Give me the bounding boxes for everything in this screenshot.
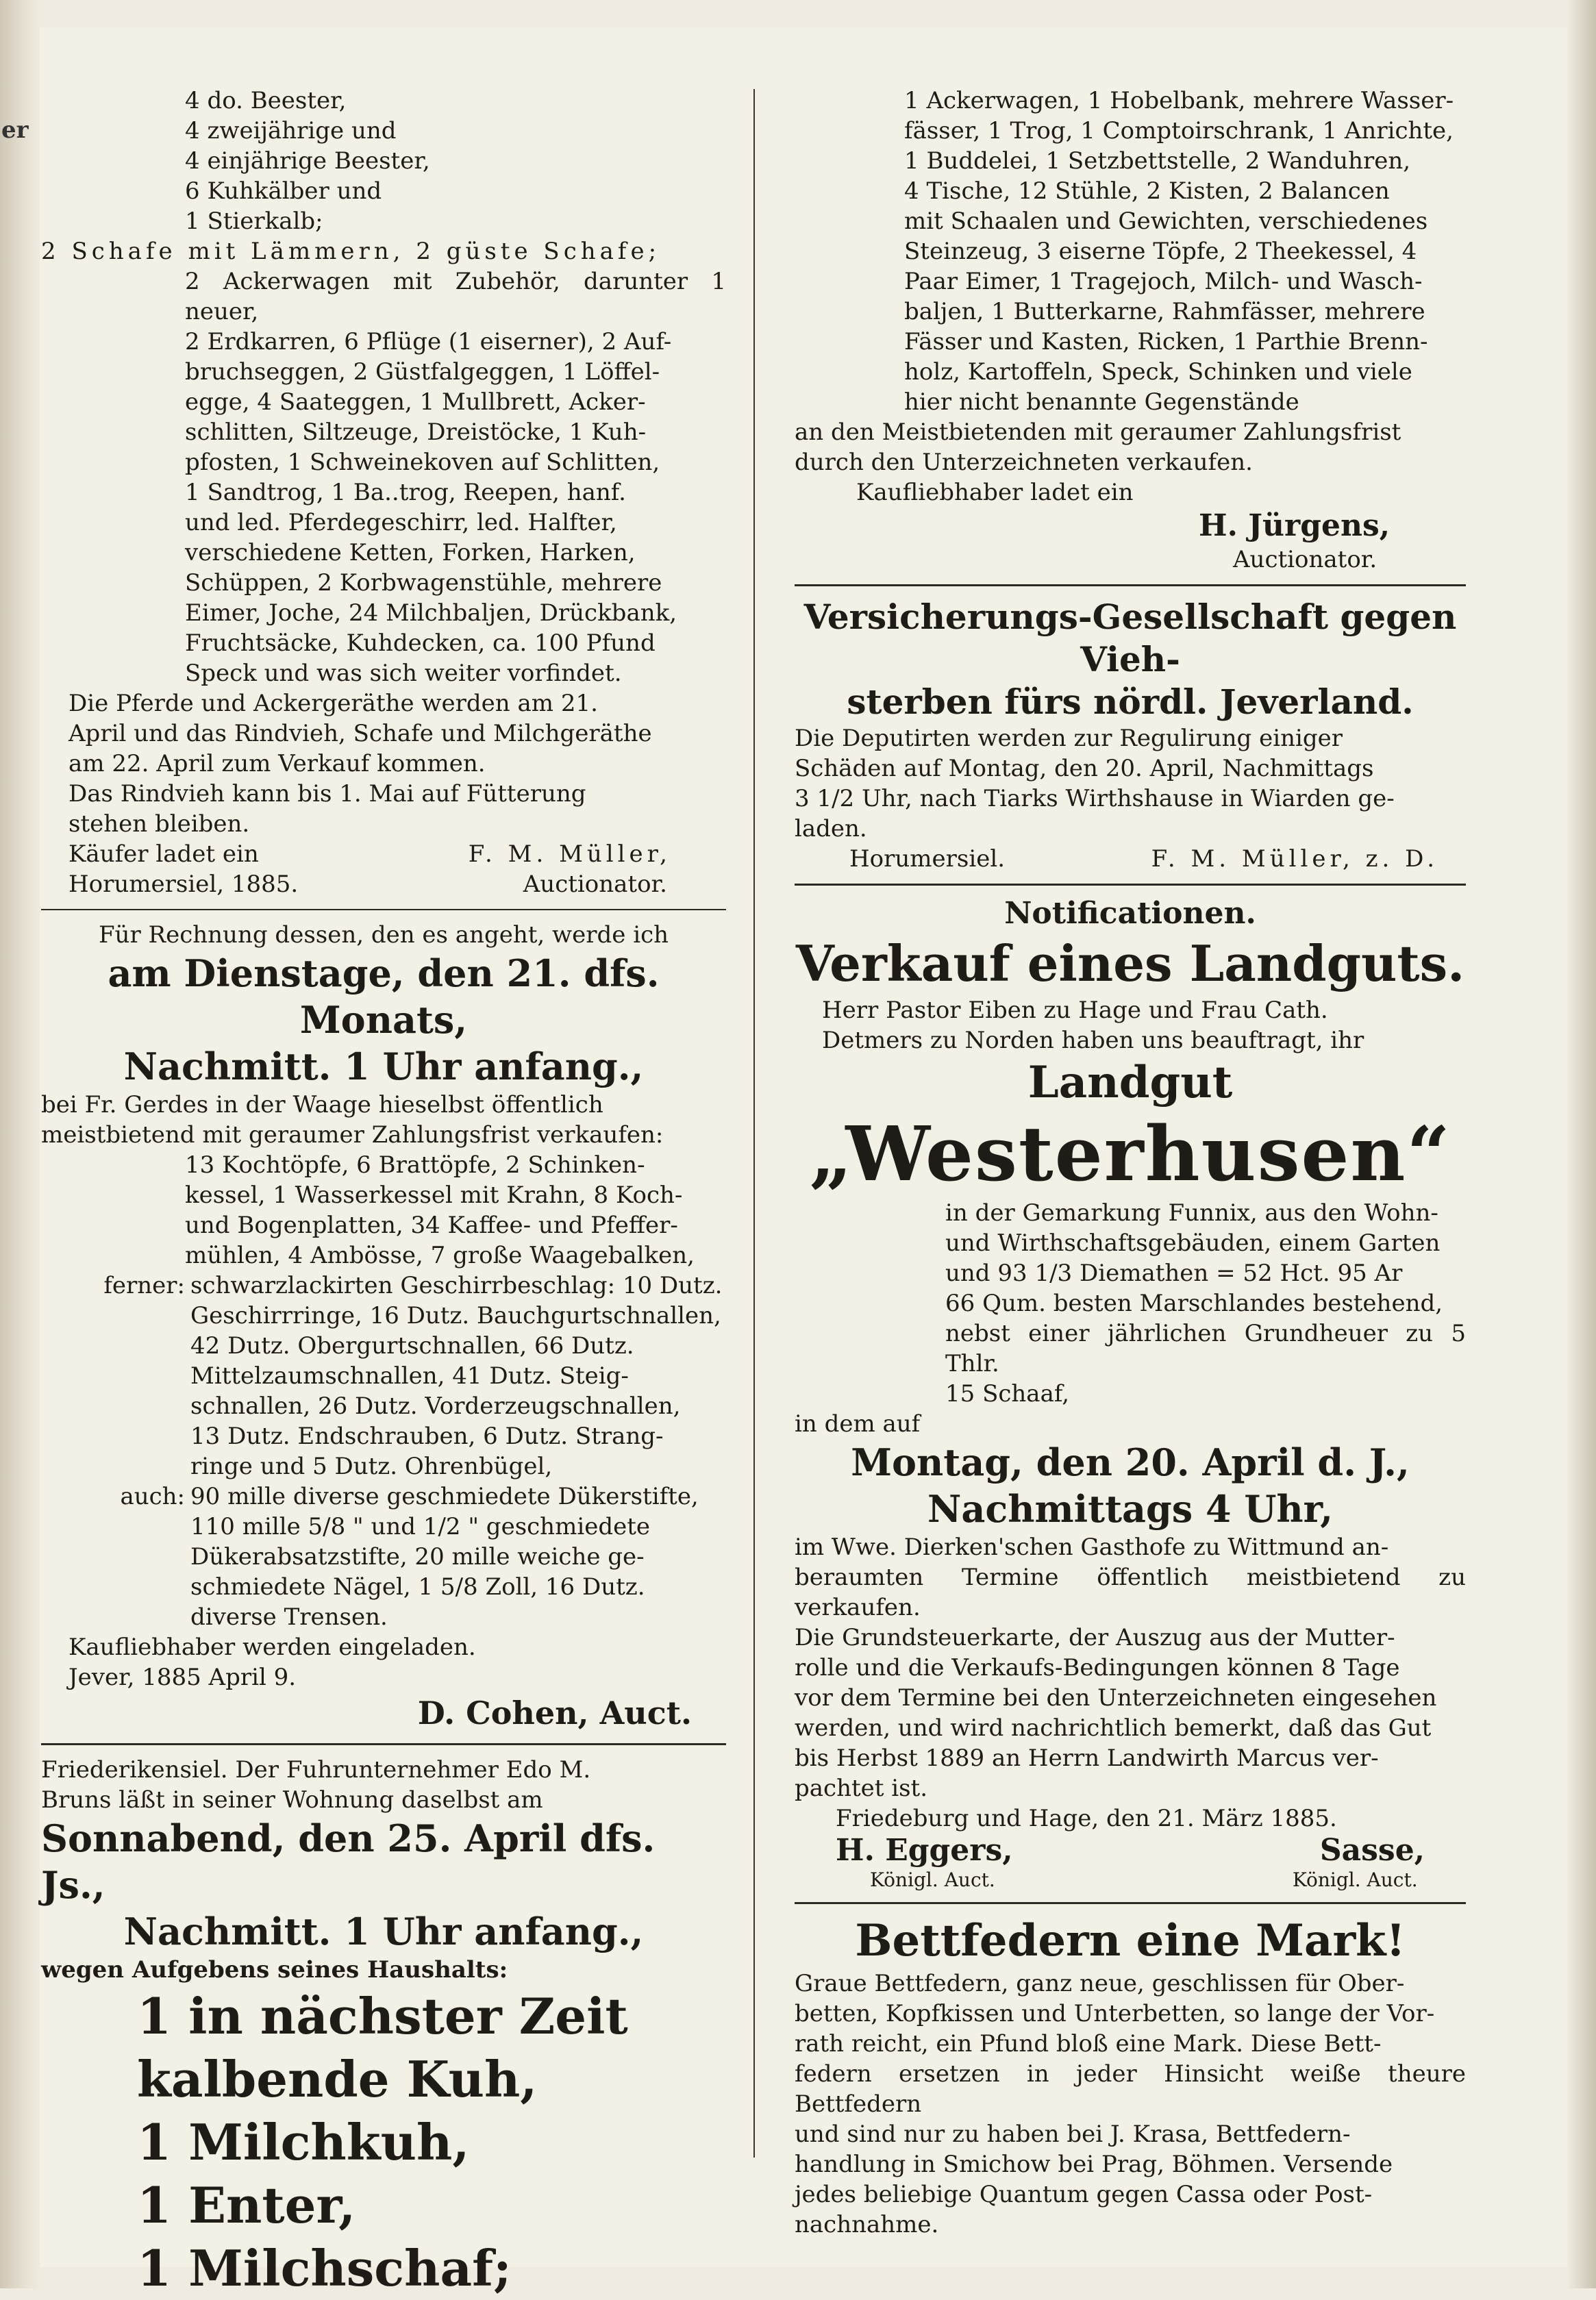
text-line: schnallen, 26 Dutz. Vorderzeugschnallen, — [190, 1392, 681, 1420]
text-line: 1 Stierkalb; — [185, 208, 323, 235]
text-line: 1 Buddelei, 1 Setzbettstelle, 2 Wanduhren, — [904, 147, 1411, 175]
text-line: Detmers zu Norden haben uns beauftragt, ihr — [822, 1027, 1364, 1054]
text-line: 6 Kuhkälber und — [185, 177, 382, 205]
text-line: mühlen, 4 Ambösse, 7 große Waagebalken, — [185, 1242, 695, 1269]
text-line: Bruns läßt in seiner Wohnung daselbst am — [41, 1786, 543, 1814]
cohen-items-a — [41, 1150, 726, 1271]
text-line: sterben fürs nördl. Jeverland. — [847, 682, 1414, 722]
text-line: bruchseggen, 2 Güstfalgeggen, 1 Löffel- — [185, 358, 660, 386]
text-line: rolle und die Verkaufs-Bedingungen können 8 Tage — [795, 1654, 1400, 1682]
estate-place — [795, 1532, 1466, 1623]
text-line: verschiedene Ketten, Forken, Harken, — [185, 539, 636, 566]
cohen-items-b — [190, 1271, 726, 1482]
text-line: und Wirthschaftsgebäuden, einem Garten — [945, 1229, 1441, 1257]
section-rule — [41, 909, 726, 910]
text-line: meistbietend mit geraumer Zahlungsfrist verkaufen: — [41, 1121, 664, 1149]
place-date: Horumersiel, 1885. — [68, 871, 299, 898]
text-line: Friederikensiel. Der Fuhrunternehmer Edo M. — [41, 1756, 591, 1784]
page-right-edge — [1567, 0, 1596, 2288]
feed-note — [41, 779, 726, 839]
column-divider — [753, 89, 755, 2158]
text-line: Speck und was sich weiter vorfindet. — [185, 660, 622, 687]
section-rule — [795, 1902, 1466, 1904]
section-rule — [795, 884, 1466, 886]
text-line: Graue Bettfedern, ganz neue, geschlissen für Ober- — [795, 1970, 1405, 1997]
text-line: hier nicht benannte Gegenstände — [904, 388, 1299, 416]
text-line: 1 Enter, — [137, 2176, 356, 2234]
left-column — [41, 86, 726, 2300]
cohen-date: am Dienstage, den 21. dfs. Monats, — [108, 951, 660, 1042]
text-line: 66 Qum. besten Marschlandes bestehend, — [945, 1290, 1443, 1317]
text-line: schlitten, Siltzeuge, Dreistöcke, 1 Kuh- — [185, 418, 647, 446]
juergens-name: H. Jürgens, — [1199, 508, 1391, 543]
text-line: an den Meistbietenden mit geraumer Zahlungsfrist — [795, 418, 1401, 446]
text-line: 42 Dutz. Obergurtschnallen, 66 Dutz. — [190, 1332, 634, 1360]
continued-end — [795, 417, 1466, 477]
neighbor-page-fragment: er — [1, 116, 29, 144]
text-line: jedes beliebige Quantum gegen Cassa oder Post- — [795, 2181, 1373, 2208]
text-line: Fruchtsäcke, Kuhdecken, ca. 100 Pfund — [185, 629, 656, 657]
cohen-place-date: Jever, 1885 April 9. — [68, 1664, 297, 1691]
sasse-role: Königl. Auct. — [1292, 1868, 1418, 1891]
text-line: Schüppen, 2 Korbwagenstühle, mehrere — [185, 569, 662, 597]
estate-name: „Westerhusen“ — [809, 1110, 1451, 1198]
text-line: April und das Rindvieh, Schafe und Milchgeräthe — [68, 720, 652, 747]
text-line: 1 Sandtrog, 1 Ba..trog, Reepen, hanf. — [185, 479, 626, 506]
auctioneer-name: F. M. Müller, — [468, 840, 671, 868]
text-line: Dükerabsatzstifte, 20 mille weiche ge- — [190, 1543, 645, 1571]
text-line: Paar Eimer, 1 Tragejoch, Milch- und Wasch- — [904, 268, 1423, 295]
sale-note — [41, 688, 726, 779]
text-line: bis Herbst 1889 an Herrn Landwirth Marcus ver- — [795, 1745, 1379, 1772]
text-line: kalbende Kuh, — [137, 2050, 538, 2108]
text-line: nebst einer jährlichen Grundheuer zu 5 Thlr. — [945, 1320, 1466, 1377]
cohen-invite: Kaufliebhaber werden eingeladen. — [68, 1634, 476, 1661]
insurance-title — [795, 596, 1466, 723]
insurance-place: Horumersiel. — [849, 845, 1006, 873]
text-line: und sind nur zu haben bei J. Krasa, Bettfedern- — [795, 2121, 1351, 2148]
inventory-list — [41, 266, 726, 688]
text-line: 90 mille diverse geschmiedete Dükerstifte, — [190, 1483, 699, 1510]
text-line: 1 Ackerwagen, 1 Hobelbank, mehrere Wasser- — [904, 87, 1454, 114]
text-line: im Wwe. Dierken'schen Gasthofe zu Wittmund an- — [795, 1534, 1389, 1561]
text-line: betten, Kopfkissen und Unterbetten, so lange der Vor- — [795, 2000, 1435, 2027]
text-line: Schäden auf Montag, den 20. April, Nachmittags — [795, 755, 1374, 782]
text-line: 15 Schaaf, — [945, 1380, 1070, 1408]
feathers-headline: Bettfedern eine Mark! — [855, 1915, 1406, 1966]
eggers-name: H. Eggers, — [836, 1833, 1013, 1868]
text-line: holz, Kartoffeln, Speck, Schinken und viele — [904, 358, 1412, 386]
cohen-intro: Für Rechnung dessen, den es angeht, werde ich — [98, 921, 669, 949]
estate-signatures — [795, 1834, 1466, 1892]
text-line: Die Pferde und Ackergeräthe werden am 21. — [68, 690, 598, 717]
cohen-auch-row — [41, 1482, 726, 1632]
text-line: pfosten, 1 Schweinekoven auf Schlitten, — [185, 449, 660, 476]
estate-headline: Verkauf eines Landguts. — [795, 934, 1465, 992]
sheep-line: 2 Schafe mit Lämmern, 2 güste Schafe; — [41, 238, 661, 265]
text-line: 3 1/2 Uhr, nach Tiarks Wirthshause in Wiarden ge- — [795, 785, 1395, 812]
text-line: pachtet ist. — [795, 1775, 928, 1802]
auch-label: auch: — [120, 1483, 185, 1510]
text-line: schmiedete Nägel, 1 5/8 Zoll, 16 Dutz. — [190, 1573, 645, 1601]
ferner-label: ferner: — [103, 1272, 185, 1299]
estate-landgut: Landgut — [1027, 1057, 1233, 1108]
text-line: 13 Dutz. Endschrauben, 6 Dutz. Strang- — [190, 1423, 664, 1450]
text-line: am 22. April zum Verkauf kommen. — [68, 750, 486, 777]
text-line: 13 Kochtöpfe, 6 Brattöpfe, 2 Schinken- — [185, 1151, 645, 1179]
insurance-body — [795, 723, 1466, 844]
text-line: 1 in nächster Zeit — [137, 1987, 628, 2045]
notifications-header: Notificationen. — [1004, 896, 1256, 931]
feathers-body — [795, 1968, 1466, 2240]
text-line: 4 einjährige Beester, — [185, 147, 430, 175]
text-line: Die Grundsteuerkarte, der Auszug aus der Mutter- — [795, 1624, 1395, 1651]
eggers-role: Königl. Auct. — [870, 1868, 995, 1891]
section-rule — [795, 584, 1466, 586]
bruns-lead — [41, 1755, 726, 1815]
text-line: stehen bleiben. — [68, 810, 250, 838]
estate-terms — [795, 1623, 1466, 1803]
text-line: 1 Milchschaf; — [137, 2239, 512, 2297]
cohen-time: Nachmitt. 1 Uhr anfang., — [123, 1045, 644, 1088]
cohen-signature: D. Cohen, Auct. — [417, 1695, 692, 1732]
text-line: vor dem Termine bei den Unterzeichneten eingesehen — [795, 1684, 1437, 1712]
text-line: nachnahme. — [795, 2211, 939, 2238]
text-line: Herr Pastor Eiben zu Hage und Frau Cath. — [822, 997, 1328, 1024]
text-line: laden. — [795, 815, 867, 842]
invite-text: Käufer ladet ein — [68, 840, 259, 868]
text-line: 2 Erdkarren, 6 Pflüge (1 eiserner), 2 Auf- — [185, 328, 672, 355]
text-line: 2 Ackerwagen mit Zubehör, darunter 1 neuer, — [185, 268, 726, 325]
text-line: Eimer, Joche, 24 Milchbaljen, Drückbank, — [185, 599, 677, 627]
estate-time: Nachmittags 4 Uhr, — [927, 1487, 1334, 1531]
text-line: Versicherungs-Gesellschaft gegen Vieh- — [803, 597, 1457, 679]
text-line: Mittelzaumschnallen, 41 Dutz. Steig- — [190, 1362, 629, 1390]
text-line: baljen, 1 Butterkarne, Rahmfässer, mehrere — [904, 298, 1425, 325]
text-line: werden, und wird nachrichtlich bemerkt, daß das Gut — [795, 1714, 1432, 1742]
text-line: 4 zweijährige und — [185, 117, 397, 145]
text-line: rath reicht, ein Pfund bloß eine Mark. Diese Bett- — [795, 2030, 1382, 2058]
text-line: Steinzeug, 3 eiserne Töpfe, 2 Theekessel, 4 — [904, 238, 1417, 265]
estate-in-dem: in dem auf — [795, 1410, 921, 1438]
insurance-signer: F. M. Müller, z. D. — [1151, 845, 1438, 873]
text-line: kessel, 1 Wasserkessel mit Krahn, 8 Koch- — [185, 1182, 683, 1209]
text-line: egge, 4 Saateggen, 1 Mullbrett, Acker- — [185, 388, 646, 416]
livestock-list — [41, 86, 726, 236]
juergens-invite: Kaufliebhaber ladet ein — [856, 479, 1134, 506]
cohen-items-c — [190, 1482, 726, 1632]
insurance-signature — [795, 844, 1466, 874]
bruns-time: Nachmitt. 1 Uhr anfang., — [123, 1910, 644, 1953]
text-line: diverse Trensen. — [190, 1603, 388, 1631]
text-line: fässer, 1 Trog, 1 Comptoirschrank, 1 Anrichte, — [904, 117, 1454, 145]
text-line: durch den Unterzeichneten verkaufen. — [795, 449, 1253, 476]
text-line: Das Rindvieh kann bis 1. Mai auf Fütterung — [68, 780, 586, 808]
continued-items — [795, 86, 1466, 417]
estate-date: Montag, den 20. April d. J., — [851, 1440, 1410, 1484]
page-binding-edge — [0, 0, 40, 2288]
cohen-place — [41, 1090, 726, 1150]
text-line: und Bogenplatten, 34 Kaffee- und Pfeffer- — [185, 1212, 678, 1239]
bruns-date: Sonnabend, den 25. April dfs. Js., — [41, 1816, 656, 1907]
text-line: 1 Milchkuh, — [137, 2113, 470, 2171]
text-line: schwarzlackirten Geschirrbeschlag: 10 Dutz. — [190, 1272, 723, 1299]
text-line: 4 Tische, 12 Stühle, 2 Kisten, 2 Balancen — [904, 177, 1390, 205]
cohen-ferner-row — [41, 1271, 726, 1482]
estate-description — [795, 1198, 1466, 1409]
bruns-reason: wegen Aufgebens seines Haushalts: — [41, 1956, 508, 1984]
text-line: beraumten Termine öffentlich meistbietend zu verkaufen. — [795, 1564, 1466, 1621]
text-line: bei Fr. Gerdes in der Waage hieselbst öffentlich — [41, 1091, 603, 1118]
text-line: Fässer und Kasten, Ricken, 1 Parthie Brenn- — [904, 328, 1428, 355]
text-line: 4 do. Beester, — [185, 87, 347, 114]
text-line: und led. Pferdegeschirr, led. Halfter, — [185, 509, 617, 536]
text-line: in der Gemarkung Funnix, aus den Wohn- — [945, 1199, 1438, 1227]
signature-block-mueller — [41, 839, 726, 899]
text-line: und 93 1/3 Diemathen = 52 Hct. 95 Ar — [945, 1260, 1403, 1287]
juergens-role: Auctionator. — [1233, 546, 1377, 573]
section-rule — [41, 1743, 726, 1745]
auctioneer-role: Auctionator. — [523, 871, 667, 898]
text-line: federn ersetzen in jeder Hinsicht weiße theure Bettfedern — [795, 2060, 1466, 2118]
text-line: Die Deputirten werden zur Regulirung einiger — [795, 725, 1343, 752]
text-line: ringe und 5 Dutz. Ohrenbügel, — [190, 1453, 553, 1480]
estate-place-date: Friedeburg und Hage, den 21. März 1885. — [836, 1805, 1337, 1832]
text-line: handlung in Smichow bei Prag, Böhmen. Versende — [795, 2151, 1393, 2178]
sasse-name: Sasse, — [1319, 1833, 1425, 1868]
right-column — [795, 86, 1466, 2240]
bruns-items — [41, 1985, 726, 2300]
estate-intro — [795, 995, 1466, 1055]
text-line: Geschirrringe, 16 Dutz. Bauchgurtschnallen, — [190, 1302, 721, 1329]
text-line: mit Schaalen und Gewichten, verschiedenes — [904, 208, 1428, 235]
text-line: 110 mille 5/8 " und 1/2 " geschmiedete — [190, 1513, 650, 1540]
